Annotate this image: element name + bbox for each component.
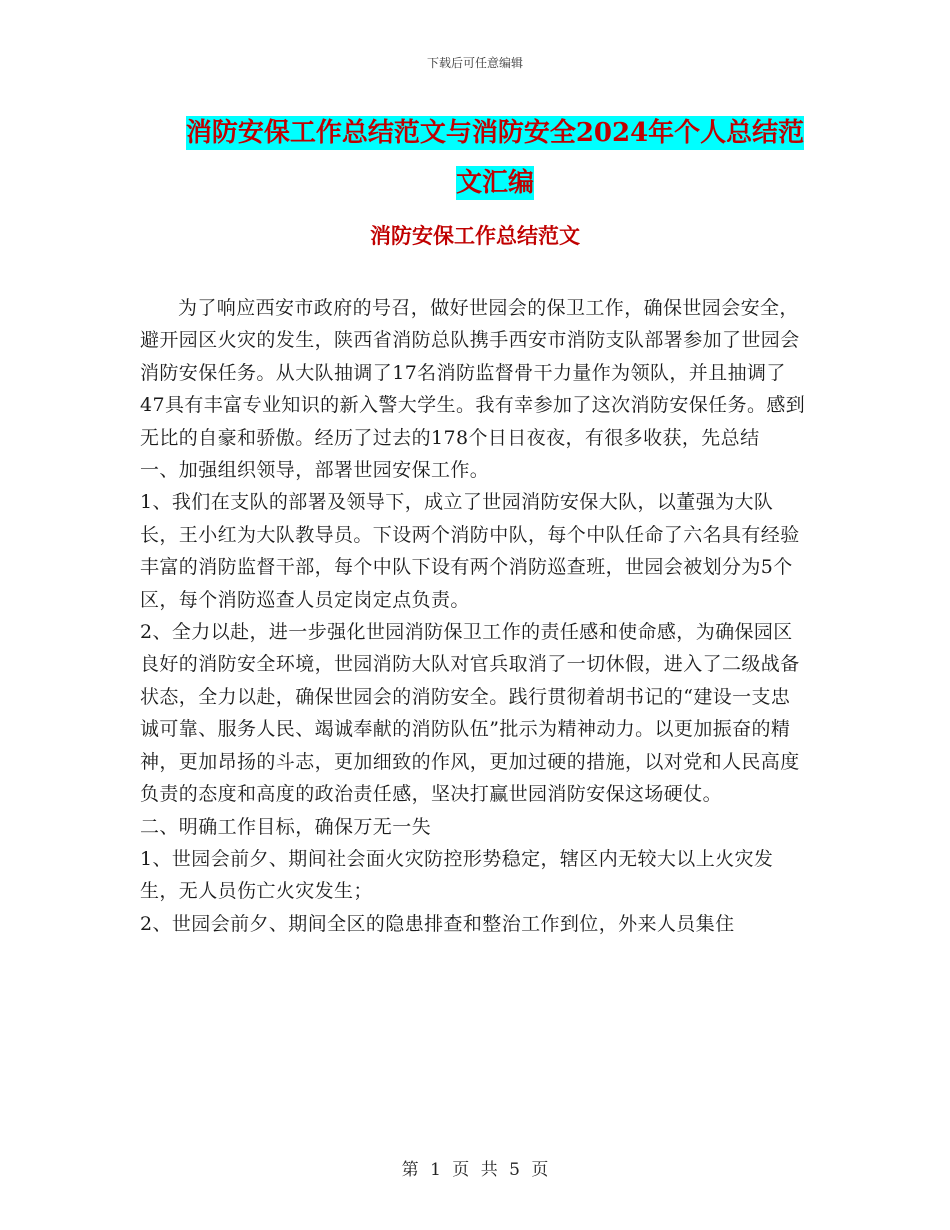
document-body: [140, 292, 808, 940]
document-title-line1: 消防安保工作总结范文与消防安全2024年个人总结范: [185, 118, 805, 148]
paragraph-item: 1、我们在支队的部署及领导下，成立了世园消防安保大队，以董强为大队长，王小红为大队教导员。下设两个消防中队，每个中队任命了六名具有经验丰富的消防监督干部，每个中队下设有两个消防巡查班，世园会被划分为5个区，每个消防巡查人员定岗定点负责。: [140, 491, 800, 611]
paragraph-item: 2、全力以赴，进一步强化世园消防保卫工作的责任感和使命感，为确保园区良好的消防安全环境，世园消防大队对官兵取消了一切休假，进入了二级战备状态，全力以赴，确保世园会的消防安全。践行贯彻着胡书记的“建设一支忠诚可靠、服务人民、竭诚奉献的消防队伍”批示为精神动力。以更加振奋的精神，更加昂扬的斗志，更加细致的作风，更加过硬的措施，以对党和人民高度负责的态度和高度的政治责任感，坚决打赢世园消防安保这场硬仗。: [140, 621, 800, 806]
section-title: 消防安保工作总结范文: [370, 223, 580, 248]
paragraph-item: 1、世园会前夕、期间社会面火灾防控形势稳定，辖区内无较大以上火灾发生，无人员伤亡火灾发生；: [140, 847, 774, 903]
document-title-line2: 文汇编: [455, 168, 534, 198]
page-number: 第 1 页 共 5 页: [401, 1160, 549, 1180]
document-title: [150, 108, 840, 208]
paragraph-item: 2、世园会前夕、期间全区的隐患排查和整治工作到位，外来人员集住: [140, 912, 735, 935]
page-header-note: 下载后可任意编辑: [426, 56, 523, 70]
paragraph-heading-1: 一、加强组织领导，部署世园安保工作。: [140, 459, 490, 482]
paragraph-heading-2: 二、明确工作目标，确保万无一失: [140, 815, 432, 838]
paragraph-intro: 为了响应西安市政府的号召，做好世园会的保卫工作，确保世园会安全，避开园区火灾的发生，陕西省消防总队携手西安市消防支队部署参加了世园会消防安保任务。从大队抽调了17名消防监督骨干力量作为领队，并且抽调了47具有丰富专业知识的新入警大学生。我有幸参加了这次消防安保任务。感到无比的自豪和骄傲。经历了过去的178个日日夜夜，有很多收获，先总结: [140, 297, 806, 449]
